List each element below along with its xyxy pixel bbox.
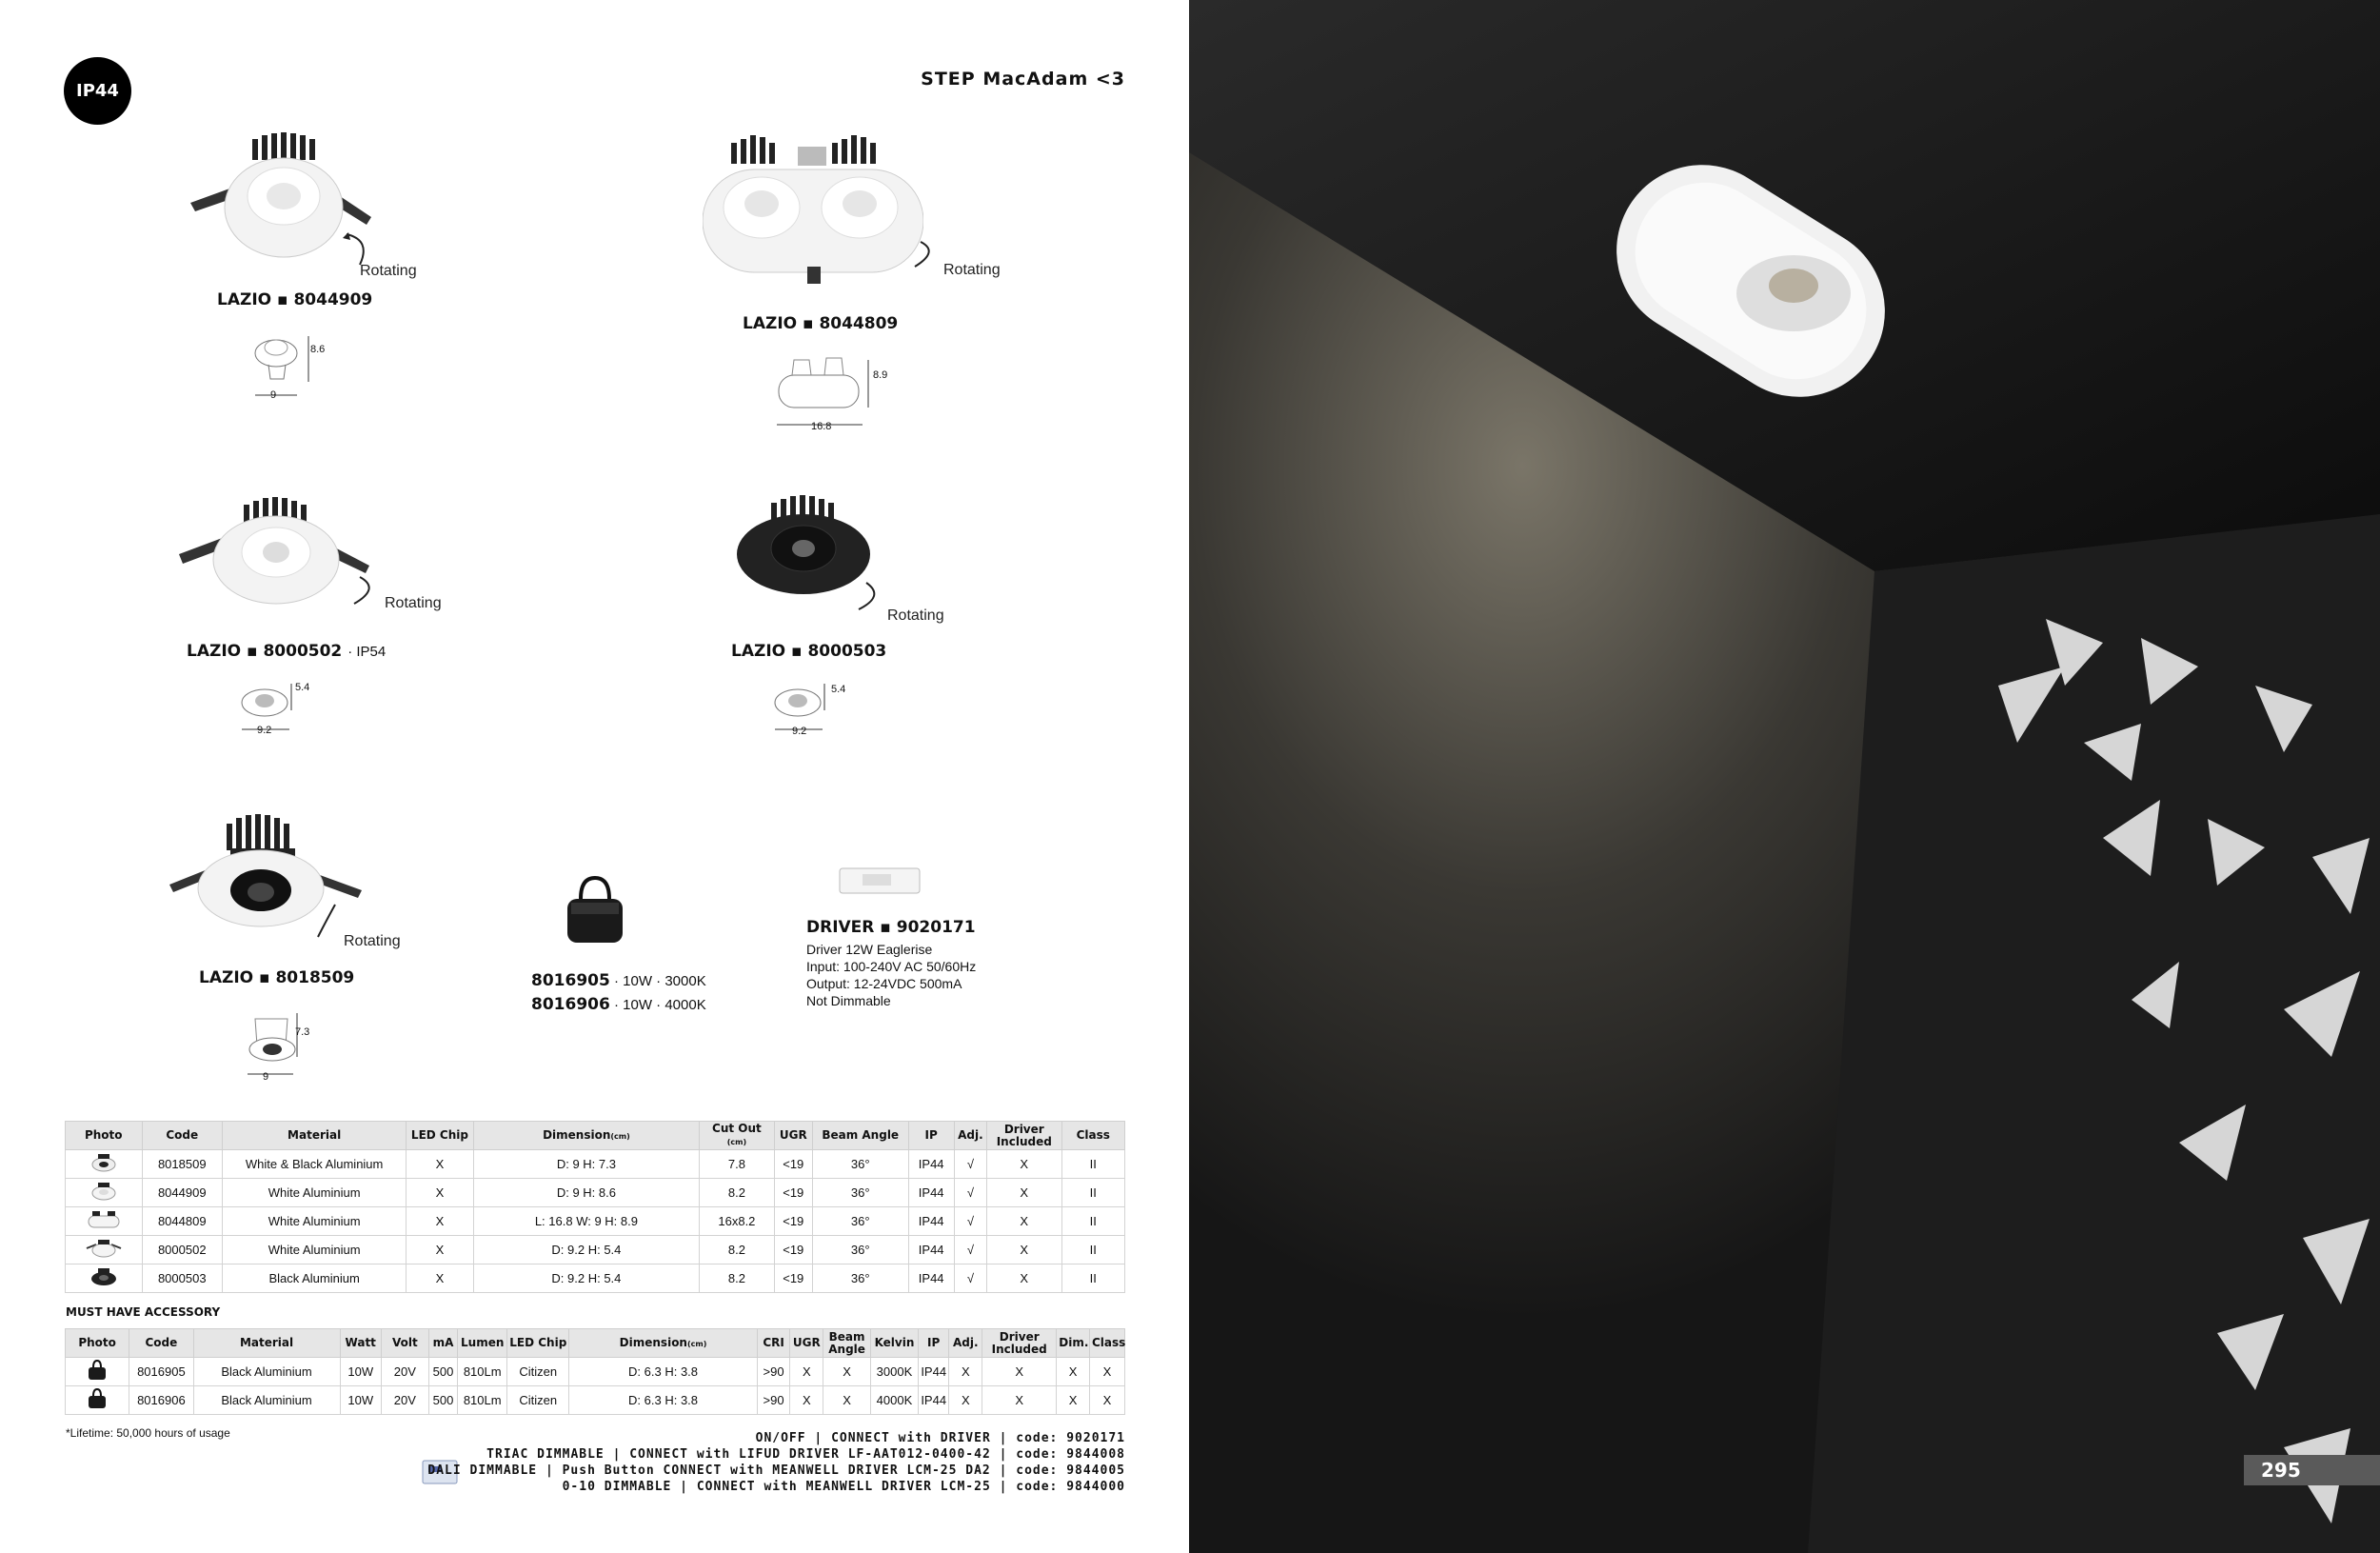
table-cell: 36°: [812, 1264, 908, 1293]
table-cell: Citizen: [507, 1358, 569, 1386]
table-cell: X: [987, 1207, 1061, 1236]
table-cell: Citizen: [507, 1386, 569, 1415]
spec-header: Class: [1061, 1122, 1125, 1150]
table-cell: √: [954, 1179, 986, 1207]
table-cell: White Aluminium: [223, 1207, 407, 1236]
table-row: [66, 1207, 1125, 1236]
lamp-module-8016905: [531, 971, 706, 990]
product-code: 8044809: [819, 314, 899, 333]
spec-header-row: [66, 1122, 1125, 1150]
product-thumbnail-icon: [87, 1182, 121, 1201]
driver-line: Driver 12W Eaglerise: [806, 942, 933, 957]
table-row: [66, 1236, 1125, 1264]
table-cell: 20V: [381, 1358, 428, 1386]
table-cell: X: [407, 1236, 473, 1264]
table-cell: X: [1057, 1386, 1090, 1415]
table-cell: II: [1061, 1179, 1125, 1207]
product-name-8000502: LAZIO ▪ 8000502 · IP54: [187, 642, 387, 661]
accessory-header-row: [66, 1329, 1125, 1358]
product-code: 8000503: [807, 642, 887, 661]
table-cell: X: [982, 1358, 1057, 1386]
spec-header: UGR: [774, 1122, 812, 1150]
driver-line: Output: 12-24VDC 500mA: [806, 976, 962, 991]
driver-line: Input: 100-240V AC 50/60Hz: [806, 959, 977, 974]
table-cell: X: [1057, 1358, 1090, 1386]
accessory-header-label: Dimension: [619, 1335, 687, 1349]
table-cell: X: [823, 1358, 871, 1386]
product-name-8018509: LAZIO ▪ 8018509: [199, 968, 355, 987]
lazio-8000502-photo: [179, 497, 379, 609]
rotation-arrow-icon: [855, 581, 889, 615]
table-cell: X: [407, 1179, 473, 1207]
product-brand: LAZIO: [217, 290, 272, 309]
accessory-header: CRI: [757, 1329, 790, 1358]
rotating-label: Rotating: [360, 263, 417, 279]
dimming-option-line: 0-10 DIMMABLE | CONNECT with MEANWELL DRIVER LCM-25 | code: 9844000: [562, 1480, 1125, 1494]
table-cell: √: [954, 1150, 986, 1179]
table-cell: <19: [774, 1150, 812, 1179]
height-dimension-label: 8.6: [310, 344, 326, 355]
table-cell: 8044909: [142, 1179, 223, 1207]
product-thumbnail-icon: [87, 1153, 121, 1172]
table-cell: <19: [774, 1179, 812, 1207]
driver-brand: DRIVER: [806, 918, 875, 937]
rotation-arrow-icon: [314, 903, 343, 941]
height-dimension-label: 7.3: [295, 1026, 310, 1038]
table-cell: D: 9.2 H: 5.4: [473, 1264, 699, 1293]
row-thumbnail: [66, 1179, 143, 1207]
product-thumbnail-icon: [85, 1239, 123, 1258]
lamp-module-thumbnail-icon: [86, 1360, 109, 1381]
product-brand: LAZIO: [731, 642, 786, 661]
product-name-8044809: LAZIO ▪ 8044809: [743, 314, 899, 333]
accessory-header: Lumen: [458, 1329, 507, 1358]
table-cell: II: [1061, 1236, 1125, 1264]
spec-header: IP: [908, 1122, 954, 1150]
row-thumbnail: [66, 1150, 143, 1179]
table-cell: X: [949, 1386, 982, 1415]
rotating-label: Rotating: [943, 262, 1001, 278]
spec-header: Material: [223, 1122, 407, 1150]
table-cell: 8000503: [142, 1264, 223, 1293]
table-cell: IP44: [908, 1236, 954, 1264]
width-dimension-label: 16.8: [811, 421, 832, 432]
accessory-header: LED Chip: [507, 1329, 569, 1358]
table-cell: 8018509: [142, 1150, 223, 1179]
table-cell: <19: [774, 1207, 812, 1236]
product-code: 8018509: [275, 968, 355, 987]
accessory-header: Material: [193, 1329, 340, 1358]
spec-header-cutout: [700, 1122, 774, 1150]
rotating-label: Rotating: [344, 933, 401, 949]
lamp-module-8016906: [531, 995, 706, 1014]
driver-line: Not Dimmable: [806, 993, 891, 1008]
table-cell: White & Black Aluminium: [223, 1150, 407, 1179]
width-dimension-label: 9.2: [792, 726, 807, 737]
table-cell: II: [1061, 1150, 1125, 1179]
table-cell: 500: [428, 1386, 457, 1415]
table-cell: X: [982, 1386, 1057, 1415]
table-row: [66, 1179, 1125, 1207]
catalog-left-page: [0, 0, 1189, 1553]
table-cell: IP44: [918, 1358, 949, 1386]
lamp-module-code: 8016905: [531, 971, 610, 990]
table-cell: D: 6.3 H: 3.8: [569, 1386, 757, 1415]
lamp-module-thumbnail-icon: [86, 1388, 109, 1409]
height-dimension-label: 8.9: [873, 369, 888, 381]
product-thumbnail-icon: [87, 1267, 121, 1286]
table-cell: X: [987, 1264, 1061, 1293]
table-cell: 10W: [340, 1386, 381, 1415]
table-row: [66, 1386, 1125, 1415]
accessory-header: Watt: [340, 1329, 381, 1358]
table-cell: 7.8: [700, 1150, 774, 1179]
table-cell: X: [407, 1264, 473, 1293]
spec-header: Driver Included: [987, 1122, 1061, 1150]
driver-description: [806, 941, 976, 1009]
height-dimension-label: 5.4: [295, 682, 310, 693]
lamp-module-spec: · 10W · 4000K: [613, 997, 706, 1013]
row-thumbnail: [66, 1207, 143, 1236]
accessory-section-title: MUST HAVE ACCESSORY: [66, 1305, 221, 1319]
table-cell: X: [407, 1150, 473, 1179]
table-cell: <19: [774, 1236, 812, 1264]
table-cell: 8.2: [700, 1264, 774, 1293]
table-cell: X: [949, 1358, 982, 1386]
rotating-label: Rotating: [385, 595, 442, 611]
table-row: [66, 1264, 1125, 1293]
rotation-arrow-icon: [350, 575, 385, 609]
ip-rating-badge: IP44: [64, 57, 131, 125]
product-thumbnail-icon: [85, 1210, 123, 1229]
table-cell: 8.2: [700, 1236, 774, 1264]
product-note: · IP54: [347, 644, 387, 660]
table-cell: 16x8.2: [700, 1207, 774, 1236]
table-cell: IP44: [908, 1264, 954, 1293]
accessory-header: Code: [129, 1329, 193, 1358]
table-cell: Black Aluminium: [193, 1386, 340, 1415]
series-title: STEP MacAdam <3: [921, 69, 1125, 90]
product-code: 8044909: [293, 290, 373, 309]
dimming-option-line: ON/OFF | CONNECT with DRIVER | code: 9020171: [755, 1431, 1125, 1445]
table-cell: 20V: [381, 1386, 428, 1415]
accessory-header: Adj.: [949, 1329, 982, 1358]
product-code: 8000502: [263, 642, 343, 661]
table-cell: 8044809: [142, 1207, 223, 1236]
table-cell: II: [1061, 1207, 1125, 1236]
table-cell: <19: [774, 1264, 812, 1293]
accessory-header: mA: [428, 1329, 457, 1358]
table-cell: 36°: [812, 1236, 908, 1264]
lazio-8018509-dimension-drawing: [238, 1007, 318, 1080]
product-brand: LAZIO: [743, 314, 798, 333]
table-cell: 810Lm: [458, 1358, 507, 1386]
table-cell: D: 9.2 H: 5.4: [473, 1236, 699, 1264]
table-cell: IP44: [908, 1207, 954, 1236]
table-cell: White Aluminium: [223, 1236, 407, 1264]
table-cell: Black Aluminium: [223, 1264, 407, 1293]
spec-header-label: Cut Out: [712, 1122, 762, 1135]
table-cell: II: [1061, 1264, 1125, 1293]
table-cell: 36°: [812, 1179, 908, 1207]
table-cell: 36°: [812, 1150, 908, 1179]
driver-name: DRIVER ▪ 9020171: [806, 918, 976, 937]
table-cell: IP44: [908, 1150, 954, 1179]
row-thumbnail: [66, 1358, 129, 1386]
row-thumbnail: [66, 1264, 143, 1293]
spec-header: Beam Angle: [812, 1122, 908, 1150]
accessory-header: IP: [918, 1329, 949, 1358]
table-row: [66, 1358, 1125, 1386]
unit-label: (cm): [686, 1339, 707, 1348]
row-thumbnail: [66, 1236, 143, 1264]
table-cell: √: [954, 1236, 986, 1264]
table-cell: 3000K: [871, 1358, 919, 1386]
product-brand: LAZIO: [187, 642, 242, 661]
table-cell: √: [954, 1207, 986, 1236]
table-cell: >90: [757, 1358, 790, 1386]
lazio-8044809-photo: [703, 133, 923, 286]
rotation-arrow-icon: [909, 238, 943, 272]
table-cell: X: [790, 1358, 823, 1386]
ambient-scene-image: [1189, 0, 2380, 1553]
table-cell: X: [407, 1207, 473, 1236]
driver-code: 9020171: [896, 918, 976, 937]
product-brand: LAZIO: [199, 968, 254, 987]
dimming-option-line: TRIAC DIMMABLE | CONNECT with LIFUD DRIVER LF-AAT012-0400-42 | code: 9844008: [486, 1447, 1125, 1462]
accessory-header: Photo: [66, 1329, 129, 1358]
width-dimension-label: 9: [270, 389, 277, 401]
lamp-module-code: 8016906: [531, 995, 610, 1014]
dimming-option-line: DALI DIMMABLE | Push Button CONNECT with MEANWELL DRIVER LCM-25 DA2 | code: 9844005: [427, 1463, 1125, 1478]
spec-header: LED Chip: [407, 1122, 473, 1150]
table-cell: X: [790, 1386, 823, 1415]
lazio-8044909-dimension-drawing: [246, 327, 331, 401]
table-cell: X: [1089, 1358, 1124, 1386]
rotating-label: Rotating: [887, 607, 944, 624]
product-name-8044909: LAZIO ▪ 8044909: [217, 290, 373, 309]
accessory-header: Beam Angle: [823, 1329, 871, 1358]
table-cell: 8016906: [129, 1386, 193, 1415]
spec-header: Code: [142, 1122, 223, 1150]
table-cell: 810Lm: [458, 1386, 507, 1415]
width-dimension-label: 9: [263, 1071, 269, 1083]
accessory-header: Class: [1089, 1329, 1124, 1358]
driver-photo: [838, 861, 922, 897]
lamp-module-photo: [562, 874, 628, 950]
accessory-header: UGR: [790, 1329, 823, 1358]
table-cell: D: 9 H: 8.6: [473, 1179, 699, 1207]
table-cell: White Aluminium: [223, 1179, 407, 1207]
accessory-header: Volt: [381, 1329, 428, 1358]
accessory-header: Dim.: [1057, 1329, 1090, 1358]
accessory-header-dimension: [569, 1329, 757, 1358]
spec-table: [65, 1121, 1125, 1293]
table-cell: Black Aluminium: [193, 1358, 340, 1386]
height-dimension-label: 5.4: [831, 684, 846, 695]
page-number: 295: [2244, 1455, 2380, 1485]
table-cell: 36°: [812, 1207, 908, 1236]
spec-header-dimension: [473, 1122, 699, 1150]
table-cell: X: [987, 1150, 1061, 1179]
accessory-header: Kelvin: [871, 1329, 919, 1358]
accessory-table: [65, 1328, 1125, 1415]
ambient-photo: [1189, 0, 2380, 1553]
table-cell: 8016905: [129, 1358, 193, 1386]
spec-header: Photo: [66, 1122, 143, 1150]
table-cell: >90: [757, 1386, 790, 1415]
table-cell: X: [823, 1386, 871, 1415]
table-cell: 8.2: [700, 1179, 774, 1207]
table-cell: 8000502: [142, 1236, 223, 1264]
lifetime-note: *Lifetime: 50,000 hours of usage: [66, 1426, 230, 1440]
unit-label: (cm): [610, 1131, 630, 1141]
table-cell: D: 6.3 H: 3.8: [569, 1358, 757, 1386]
spec-header-label: Dimension: [543, 1127, 611, 1142]
table-cell: √: [954, 1264, 986, 1293]
row-thumbnail: [66, 1386, 129, 1415]
table-cell: X: [1089, 1386, 1124, 1415]
lamp-module-spec: · 10W · 3000K: [613, 973, 706, 989]
table-cell: IP44: [908, 1179, 954, 1207]
table-cell: 10W: [340, 1358, 381, 1386]
table-cell: 500: [428, 1358, 457, 1386]
table-cell: L: 16.8 W: 9 H: 8.9: [473, 1207, 699, 1236]
table-row: [66, 1150, 1125, 1179]
table-cell: IP44: [918, 1386, 949, 1415]
table-cell: X: [987, 1179, 1061, 1207]
width-dimension-label: 9.2: [257, 725, 272, 736]
spec-header: Adj.: [954, 1122, 986, 1150]
table-cell: X: [987, 1236, 1061, 1264]
table-cell: 4000K: [871, 1386, 919, 1415]
unit-label: (cm): [726, 1138, 747, 1146]
accessory-header: Driver Included: [982, 1329, 1057, 1358]
table-cell: D: 9 H: 7.3: [473, 1150, 699, 1179]
product-name-8000503: LAZIO ▪ 8000503: [731, 642, 887, 661]
